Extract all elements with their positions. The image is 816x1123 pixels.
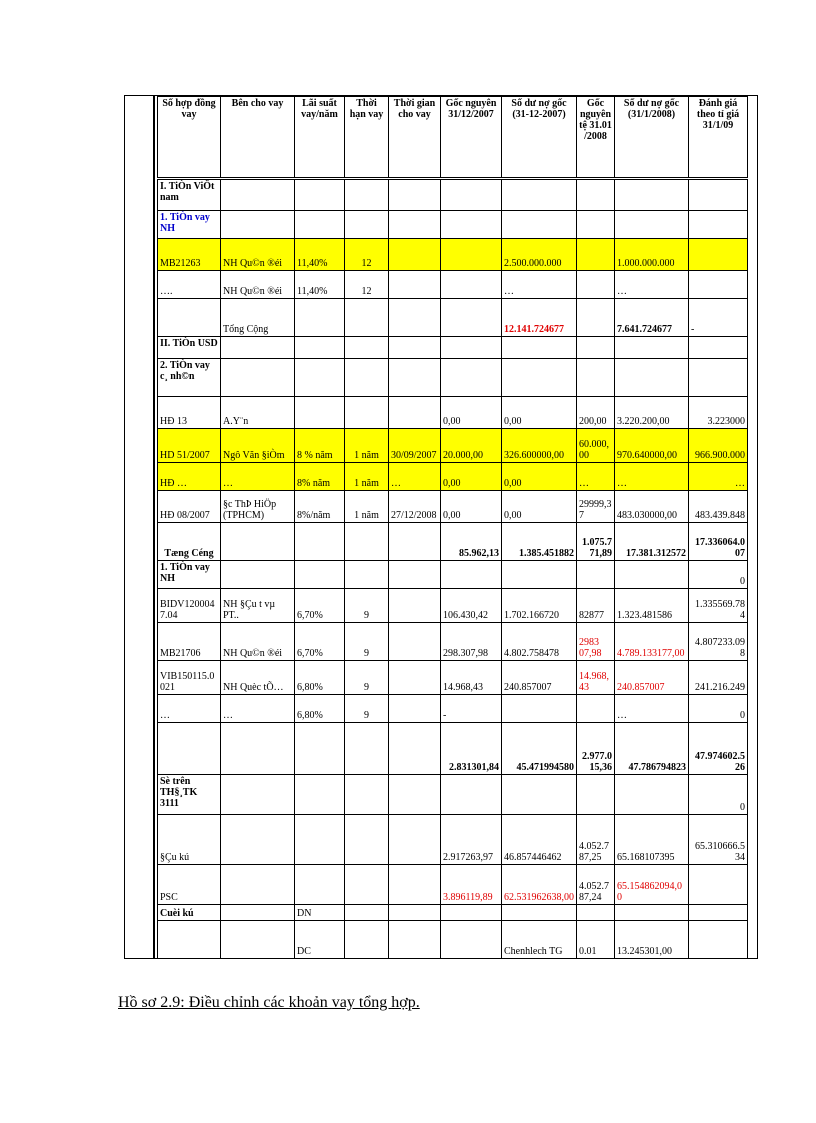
table-cell: 241.216.249 [689,661,748,695]
table-cell: 6,70% [295,623,345,661]
table-cell: 6,70% [295,589,345,623]
table-cell [389,775,441,815]
table-cell: 60.000,00 [577,429,615,463]
table-cell: 45.471994580 [502,723,577,775]
table-cell [389,211,441,239]
table-cell: 0,00 [502,397,577,429]
table-cell: 106.430,42 [441,589,502,623]
table-cell [615,775,689,815]
table-cell [345,775,389,815]
table-cell: 2. TiÒn vay c¸ nh©n [158,359,221,397]
table-cell: 3.223000 [689,397,748,429]
left-double-rule [153,95,155,959]
table-cell: 0.01 [577,921,615,959]
table-cell: 2.500.000.000 [502,239,577,271]
header-cell: Lãi suất vay/năm [295,97,345,179]
table-row [158,561,748,589]
table-cell: 200,00 [577,397,615,429]
table-cell [441,775,502,815]
table-cell: Chenhlech TG [502,921,577,959]
table-row [158,905,748,921]
table-cell: 0,00 [441,491,502,523]
table-cell [345,397,389,429]
table-cell [502,561,577,589]
table-cell [389,905,441,921]
table-cell [345,815,389,865]
table-cell [295,179,345,211]
table-cell [441,921,502,959]
table-cell: 6,80% [295,661,345,695]
table-cell [345,337,389,359]
table-cell [577,905,615,921]
table-cell: MB21263 [158,239,221,271]
table-cell [345,865,389,905]
table-cell: Ngô Văn §iÒm [221,429,295,463]
table-cell [689,921,748,959]
table-cell [221,723,295,775]
table-cell: NH Qu©n ®éi [221,239,295,271]
table-cell: 8%/năm [295,491,345,523]
table-cell: HĐ … [158,463,221,491]
table-cell [345,561,389,589]
table-cell [221,561,295,589]
table-cell [441,359,502,397]
table-row [158,337,748,359]
table-cell [502,359,577,397]
table-cell [389,723,441,775]
table-cell: NH §Çu t vµ PT.. [221,589,295,623]
table-cell [502,905,577,921]
table-cell [389,623,441,661]
table-cell: 240.857007 [502,661,577,695]
table-cell [389,815,441,865]
document-caption: Hồ sơ 2.9: Điều chỉnh các khoản vay tổng hợp. [118,994,420,1011]
table-cell [221,815,295,865]
table-cell [502,775,577,815]
table-cell [502,695,577,723]
table-row [158,239,748,271]
table-cell: 1.335569.784 [689,589,748,623]
table-cell: 7.641.724677 [615,299,689,337]
table-cell: 2.831301,84 [441,723,502,775]
table-row [158,775,748,815]
table-cell: 17.381.312572 [615,523,689,561]
table-cell: 65.154862094,00 [615,865,689,905]
table-cell: NH Qu©n ®éi [221,271,295,299]
table-cell [441,561,502,589]
table-cell [221,905,295,921]
table-cell: 9 [345,623,389,661]
table-cell: VIB150115.0021 [158,661,221,695]
table-cell [389,337,441,359]
table-cell: … [389,463,441,491]
table-cell [615,561,689,589]
table-cell: 17.336064.007 [689,523,748,561]
table-cell [689,211,748,239]
table-cell: MB21706 [158,623,221,661]
table-cell [345,359,389,397]
header-cell: Thời hạn vay [345,97,389,179]
table-cell: 2.977.015,36 [577,723,615,775]
table-cell: 1.075.771,89 [577,523,615,561]
table-cell: 0,00 [441,463,502,491]
table-cell [441,211,502,239]
table-cell [221,523,295,561]
table-cell [221,337,295,359]
table-cell [295,523,345,561]
table-cell [221,921,295,959]
table-cell: 12 [345,239,389,271]
table-cell: 1. TiÒn vay NH [158,561,221,589]
table-cell: 1.385.451882 [502,523,577,561]
table-row [158,661,748,695]
table-cell [389,921,441,959]
table-row [158,397,748,429]
table-cell [389,561,441,589]
table-row [158,271,748,299]
table-cell [221,179,295,211]
table-cell [502,211,577,239]
table-cell [389,271,441,299]
table-cell: 29999,37 [577,491,615,523]
table-cell: 62.531962638,00 [502,865,577,905]
table-cell [577,359,615,397]
header-cell: Thời gian cho vay [389,97,441,179]
table-cell [389,865,441,905]
table-cell: 2983 07,98 [577,623,615,661]
table-cell: 8% năm [295,463,345,491]
table-cell [689,865,748,905]
table-cell [441,337,502,359]
table-cell: 3.220.200,00 [615,397,689,429]
table-row [158,491,748,523]
table-cell: 30/09/2007 [389,429,441,463]
table-cell: 6,80% [295,695,345,723]
table-cell: 82877 [577,589,615,623]
table-cell [389,397,441,429]
table-cell [389,179,441,211]
table-cell [221,775,295,815]
table-cell: 9 [345,589,389,623]
table-cell: 483.030000,00 [615,491,689,523]
table-cell: … [615,463,689,491]
table-cell [689,179,748,211]
table-cell: … [221,695,295,723]
table-cell: 1.323.481586 [615,589,689,623]
table-cell: Tæng Céng [158,523,221,561]
table-row [158,523,748,561]
table-cell: 1.000.000.000 [615,239,689,271]
table-cell: - [689,299,748,337]
table-cell: 65.310666.534 [689,815,748,865]
table-row [158,723,748,775]
table-cell: 1. TiÒn vay NH [158,211,221,239]
table-cell: 0 [689,561,748,589]
table-cell [221,359,295,397]
table-cell: … [615,271,689,299]
table-cell: 20.000,00 [441,429,502,463]
table-cell [502,179,577,211]
table-cell [345,211,389,239]
table-row [158,623,748,661]
table-cell: NH Qu©n ®éi [221,623,295,661]
table-cell [345,921,389,959]
table-cell: 1 năm [345,429,389,463]
header-cell: Gốc nguyên 31/12/2007 [441,97,502,179]
table-cell [295,211,345,239]
table-cell [577,337,615,359]
table-cell: HĐ 13 [158,397,221,429]
table-cell [295,775,345,815]
table-body [158,179,748,959]
table-cell: … [221,463,295,491]
table-cell [441,239,502,271]
table-cell: 27/12/2008 [389,491,441,523]
table-cell: Tổng Cộng [221,299,295,337]
table-cell: 13.245301,00 [615,921,689,959]
table-cell: 240.857007 [615,661,689,695]
table-cell: Cuèi kú [158,905,221,921]
table-row [158,695,748,723]
table-cell: 9 [345,661,389,695]
header-cell: Gốc nguyên tệ 31.01 /2008 [577,97,615,179]
table-cell [295,865,345,905]
table-cell: II. TiÒn USD [158,337,221,359]
table-cell [158,299,221,337]
table-cell [295,561,345,589]
table-cell [389,589,441,623]
table-cell: 326.600000,00 [502,429,577,463]
table-cell: 1.702.166720 [502,589,577,623]
table-cell: 1 năm [345,491,389,523]
header-cell: Đánh giá theo tỉ giá 31/1/09 [689,97,748,179]
table-cell: I. TiÒn ViÖt nam [158,179,221,211]
table-cell: HĐ 08/2007 [158,491,221,523]
table-cell: 85.962,13 [441,523,502,561]
table-cell [689,905,748,921]
table-cell: 4.052.787,25 [577,815,615,865]
table-cell: 1 năm [345,463,389,491]
table-cell: 0 [689,775,748,815]
table-cell: DC [295,921,345,959]
table-cell: HD 51/2007 [158,429,221,463]
table-cell: 11,40% [295,239,345,271]
table-cell: 4.789.133177,00 [615,623,689,661]
table-cell: PSC [158,865,221,905]
table-cell [389,695,441,723]
table-cell [577,211,615,239]
table-cell: 298.307,98 [441,623,502,661]
table-cell: 3.896119,89 [441,865,502,905]
table-row [158,589,748,623]
table-cell: 46.857446462 [502,815,577,865]
loan-adjustment-table [157,96,748,959]
table-cell: NH Quèc tÕ… [221,661,295,695]
header-cell: Bên cho vay [221,97,295,179]
table-cell [158,723,221,775]
table-cell: §c ThÞ HiÖp (TPHCM) [221,491,295,523]
table-cell [577,271,615,299]
table-row [158,463,748,491]
table-cell [295,299,345,337]
table-cell [345,299,389,337]
table-cell [441,179,502,211]
table-cell: - [441,695,502,723]
table-cell: 2.917263,97 [441,815,502,865]
table-cell [689,337,748,359]
table-cell [615,359,689,397]
table-cell [577,239,615,271]
table-row [158,211,748,239]
table-cell [689,359,748,397]
table-cell [441,299,502,337]
table-cell: …. [158,271,221,299]
table-cell: 4.802.758478 [502,623,577,661]
table-cell [221,865,295,905]
table-cell [441,905,502,921]
table-cell [577,299,615,337]
table-cell: 14.968,43 [441,661,502,695]
header-row [158,97,748,179]
table-cell: 12.141.724677 [502,299,577,337]
table-cell: 0,00 [502,463,577,491]
table-cell [615,337,689,359]
table-cell [295,397,345,429]
table-cell [389,359,441,397]
table-cell [689,239,748,271]
table-cell: 966.900.000 [689,429,748,463]
table-cell: … [158,695,221,723]
table-row [158,359,748,397]
table-cell: 8 % năm [295,429,345,463]
table-cell: 0,00 [441,397,502,429]
table-cell [615,179,689,211]
table-cell: DN [295,905,345,921]
table-cell [389,661,441,695]
table-cell: 0,00 [502,491,577,523]
table-cell [295,359,345,397]
table-cell [577,179,615,211]
header-cell: Số hợp đồng vay [158,97,221,179]
table-cell: … [615,695,689,723]
table-cell [295,815,345,865]
table-cell: §Çu kú [158,815,221,865]
table-cell [158,921,221,959]
table-cell [345,523,389,561]
table-cell: 47.974602.526 [689,723,748,775]
table-cell [389,299,441,337]
table-cell [295,337,345,359]
table-cell [441,271,502,299]
table-cell: 65.168107395 [615,815,689,865]
table-cell: 4.052.787,24 [577,865,615,905]
table-cell [689,271,748,299]
table-cell [221,211,295,239]
table-cell [389,239,441,271]
table-cell: BIDV1200047.04 [158,589,221,623]
table-cell: Sè trên TH§¸TK 3111 [158,775,221,815]
table-cell: … [689,463,748,491]
table-row [158,299,748,337]
header-cell: Số dư nợ gốc (31/1/2008) [615,97,689,179]
table-cell: 4.807233.098 [689,623,748,661]
table-cell [345,905,389,921]
table-cell: 14.968,43 [577,661,615,695]
table-cell [615,211,689,239]
table-cell [345,179,389,211]
table-cell: 47.786794823 [615,723,689,775]
table-cell [577,775,615,815]
table-cell [295,723,345,775]
table-cell [502,337,577,359]
table-row [158,429,748,463]
header-cell: Số dư nợ gốc (31-12-2007) [502,97,577,179]
table-cell: 9 [345,695,389,723]
table-cell: 0 [689,695,748,723]
table-cell [577,695,615,723]
table-cell: A.Y¨n [221,397,295,429]
table-cell [615,905,689,921]
table-cell: 483.439.848 [689,491,748,523]
table-row [158,815,748,865]
table-cell: … [502,271,577,299]
table-cell: 970.640000,00 [615,429,689,463]
table-cell: … [577,463,615,491]
table-row [158,921,748,959]
table-cell [389,523,441,561]
table-cell: 12 [345,271,389,299]
table-cell [577,561,615,589]
table-row [158,865,748,905]
table-row [158,179,748,211]
table-cell [345,723,389,775]
table-cell: 11,40% [295,271,345,299]
